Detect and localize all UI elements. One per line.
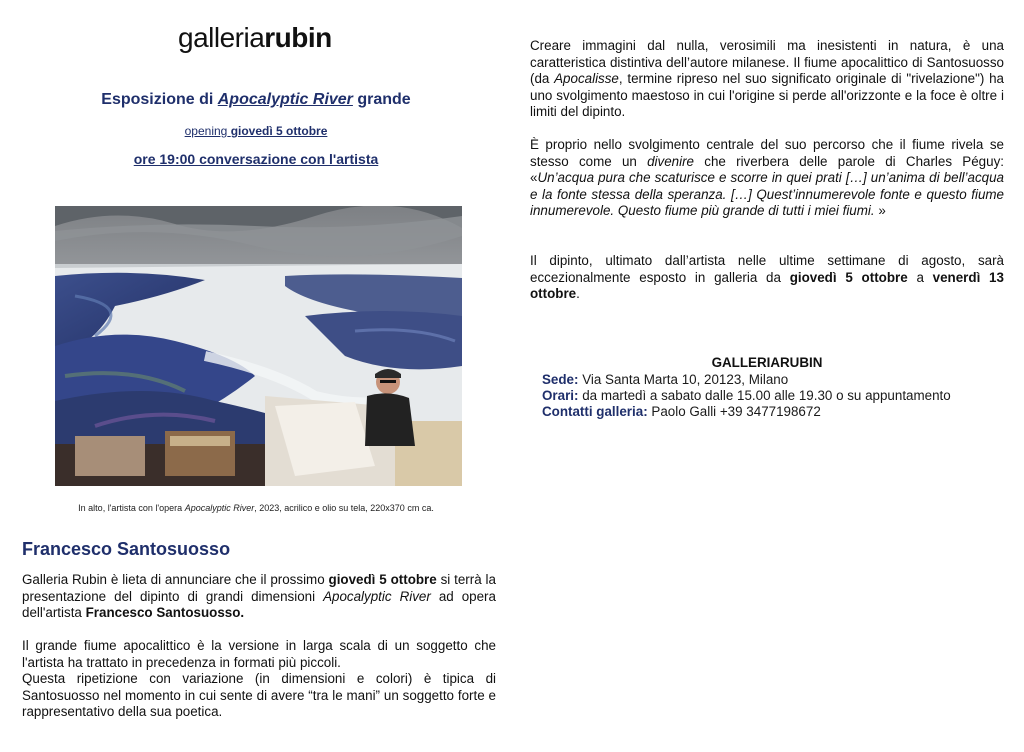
- gallery-logo: [178, 22, 332, 54]
- exhibition-suffix: grande: [357, 91, 411, 108]
- logo-bold: rubin: [264, 22, 332, 53]
- quote-text: Un’acqua pura che scaturisce e scorre in quei prati […] un’anima di bell’acqua e la fonte stessa della speranza. […] Quest’innumerevole fonte e questo fiume innumerevole. Questo fiume più grande di tutti i miei fiumi.: [530, 170, 1004, 218]
- hours-label: Orari:: [542, 388, 579, 403]
- text-run: ad opera dell'artista: [22, 588, 496, 620]
- text-run: .: [576, 286, 580, 301]
- quote-paragraph: [530, 137, 1004, 220]
- caption-prefix: In alto, l'artista con l'opera: [78, 503, 183, 513]
- contact-label: Contatti galleria:: [542, 404, 648, 419]
- address-line: [542, 372, 788, 387]
- artist-name-heading: Francesco Santosuosso: [22, 539, 231, 559]
- text-run-italic: Apocalyptic River: [323, 588, 431, 604]
- text-run-bold: venerdì 13 ottobre: [530, 269, 1004, 301]
- text-run-bold: Francesco Santosuosso.: [85, 605, 245, 620]
- text-run: »: [874, 203, 886, 218]
- text-run: , termine ripreso nel suo significato originale di "rivelazione") ha uno svolgimento maestoso in cui l'origine si perde all'orizzonte e la foce è oltre i limiti del dipinto.: [530, 71, 1004, 119]
- text-run-bold: giovedì 5 ottobre: [328, 572, 437, 587]
- text-run: È proprio nello svolgimento centrale del suo percorso che il fiume rivela se stesso come un: [530, 137, 1004, 169]
- variation-paragraph: [22, 638, 496, 721]
- text-run: si terrà la presentazione del dipinto di grandi dimensioni: [22, 572, 496, 604]
- dates-paragraph: [530, 253, 1004, 303]
- text-run: Galleria Rubin è lieta di annunciare che il prossimo: [22, 572, 325, 587]
- hours-value: da martedì a sabato dalle 15.00 alle 19.30 o su appuntamento: [582, 388, 951, 403]
- caption-work-title: Apocalyptic River: [184, 503, 255, 513]
- address-label: Sede:: [542, 372, 579, 387]
- caption-suffix: , 2023, acrilico e olio su tela, 220x370 cm ca.: [254, 503, 434, 513]
- artist-talk-line: ore 19:00 conversazione con l'artista: [133, 151, 379, 167]
- exhibition-title: [0, 91, 512, 109]
- artwork-photo: [55, 206, 462, 486]
- text-run: a: [916, 269, 924, 285]
- text-run-bold: giovedì 5 ottobre: [789, 269, 908, 285]
- opening-line: [0, 124, 512, 138]
- opening-label: opening: [184, 124, 228, 138]
- contact-line: [542, 404, 821, 419]
- opening-date: giovedì 5 ottobre: [230, 124, 328, 138]
- logo-prefix: galleria: [178, 22, 265, 53]
- description-paragraph: [530, 38, 1004, 121]
- artwork-image: [55, 206, 462, 486]
- hours-line: [542, 388, 951, 403]
- contact-value: Paolo Galli +39 3477198672: [651, 404, 821, 419]
- intro-paragraph: [22, 572, 496, 622]
- exhibition-prefix: Esposizione di: [101, 91, 214, 108]
- gallery-info-heading: GALLERIARUBIN: [711, 355, 823, 370]
- image-caption: [0, 503, 512, 513]
- exhibition-work-title: Apocalyptic River: [217, 91, 353, 108]
- text-run: Creare immagini dal nulla, verosimili ma inesistenti in natura, è una caratteristica distintiva dell’autore milanese. Il fiume apocalittico di Santosuosso (da: [530, 38, 1004, 86]
- text-run: che riverbera delle parole di Charles Péguy: «: [530, 153, 1004, 185]
- text-run-italic: divenire: [647, 153, 695, 169]
- text-line: Questa ripetizione con variazione (in dimensioni e colori) è tipica di Santosuosso nel momento in cui sente di avere “tra le mani” un soggetto forte e rappresentativo della sua poetica.: [22, 671, 496, 719]
- text-run: Il dipinto, ultimato dall’artista nelle ultime settimane di agosto, sarà eccezionalmente esposto in galleria da: [530, 253, 1004, 285]
- text-run-italic: Apocalisse: [554, 71, 619, 86]
- address-value: Via Santa Marta 10, 20123, Milano: [582, 372, 789, 387]
- text-line: Il grande fiume apocalittico è la versione in larga scala di un soggetto che l'artista ha trattato in precedenza in formati più piccoli.: [22, 638, 496, 670]
